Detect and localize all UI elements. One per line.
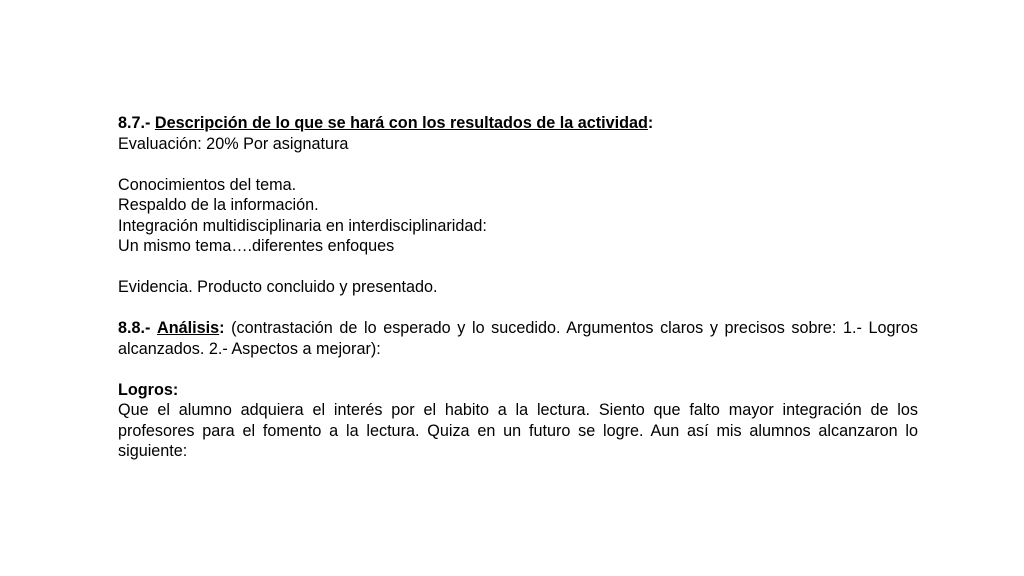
document-body	[118, 113, 918, 462]
section-8-8-number: 8.8.-	[118, 319, 151, 337]
section-8-8-title: Análisis	[157, 319, 220, 337]
logros-paragraph: Que el alumno adquiera el interés por el habito a la lectura. Siento que falto mayor integración de los profesores para el fomento a la lectura. Quiza en un futuro se logre. Aun así mis alumnos alcanzaron lo siguiente:	[118, 401, 918, 460]
spacer	[118, 154, 918, 175]
evaluation-line: Evaluación: 20% Por asignatura	[118, 134, 349, 153]
spacer	[118, 257, 918, 278]
evidence-line: Evidencia. Producto concluido y presentado.	[118, 278, 438, 296]
criteria-item: Un mismo tema….diferentes enfoques	[118, 237, 395, 255]
section-8-7-colon: :	[647, 114, 654, 132]
criteria-item: Integración multidisciplinaria en interdisciplinaridad:	[118, 216, 487, 235]
section-8-7-heading	[118, 113, 918, 134]
section-8-7-title: Descripción de lo que se hará con los resultados de la actividad	[154, 114, 648, 132]
section-8-7-number: 8.7.-	[118, 114, 151, 132]
spacer	[118, 298, 918, 319]
criteria-item: Conocimientos del tema.	[118, 175, 297, 194]
spacer	[118, 359, 918, 380]
criteria-item: Respaldo de la información.	[118, 196, 319, 214]
logros-heading: Logros:	[118, 380, 179, 399]
section-8-8-colon: :	[219, 319, 225, 337]
section-8-8-text: (contrastación de lo esperado y lo sucedido. Argumentos claros y precisos sobre: 1.- Logros alcanzados. 2.- Aspectos a mejorar):	[118, 319, 919, 358]
section-8-8-paragraph	[118, 318, 918, 359]
